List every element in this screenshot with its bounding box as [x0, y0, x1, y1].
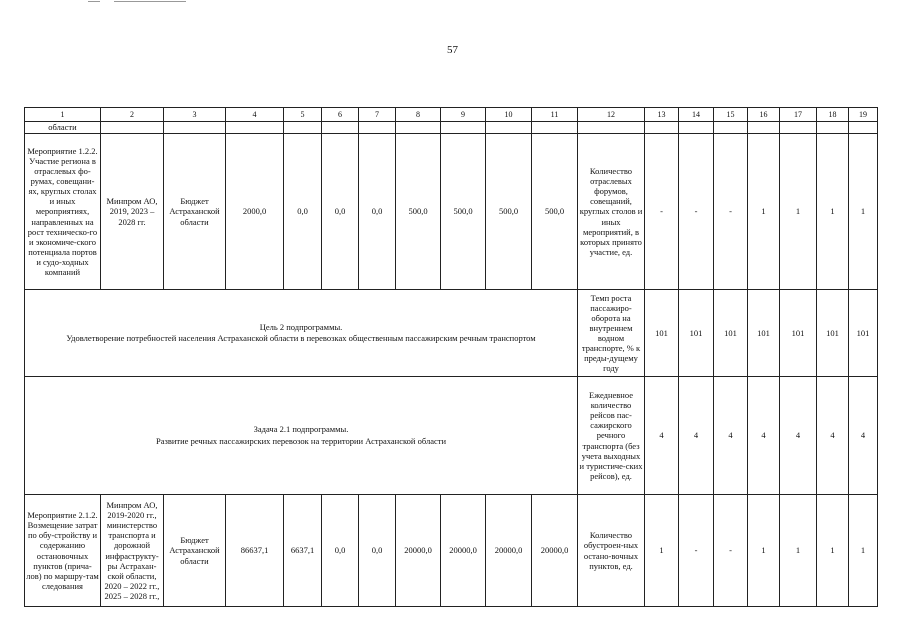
column-number: 2 [101, 108, 164, 122]
amount-cell: 500,0 [486, 134, 532, 290]
indicator-value-cell: 1 [748, 134, 780, 290]
amount-cell: 0,0 [359, 134, 396, 290]
task-row [25, 377, 878, 495]
amount-cell: 500,0 [441, 134, 486, 290]
column-number: 16 [748, 108, 780, 122]
column-number: 17 [780, 108, 817, 122]
column-number: 3 [164, 108, 226, 122]
indicator-value-cell: - [645, 134, 679, 290]
indicator-cell: Темп роста пассажиро-оборота на внутреннем водном транспорте, % к преды-дущему году [578, 290, 645, 377]
goal-title: Цель 2 подпрограммы. [259, 321, 343, 332]
indicator-value-cell: 101 [849, 290, 878, 377]
column-number-row [25, 108, 878, 122]
amount-cell: 20000,0 [486, 495, 532, 607]
amount-cell: 500,0 [532, 134, 578, 290]
goal-cell [25, 290, 578, 377]
indicator-value-cell: 101 [817, 290, 849, 377]
indicator-value-cell: 101 [780, 290, 817, 377]
continuation-row [25, 122, 878, 134]
indicator-value-cell: - [714, 495, 748, 607]
indicator-value-cell: 1 [780, 134, 817, 290]
indicator-value-cell: 1 [780, 495, 817, 607]
amount-cell: 0,0 [284, 134, 322, 290]
task-cell [25, 377, 578, 495]
column-number: 13 [645, 108, 679, 122]
goal-row [25, 290, 878, 377]
column-number: 1 [25, 108, 101, 122]
indicator-value-cell: 4 [817, 377, 849, 495]
column-number: 9 [441, 108, 486, 122]
indicator-value-cell: 1 [849, 134, 878, 290]
task-title: Задача 2.1 подпрограммы. [253, 424, 349, 435]
amount-cell: 86637,1 [226, 495, 284, 607]
indicator-value-cell: 4 [748, 377, 780, 495]
column-number: 8 [396, 108, 441, 122]
indicator-value-cell: 1 [645, 495, 679, 607]
indicator-value-cell: 101 [714, 290, 748, 377]
task-text: Развитие речных пассажирских перевозок на территории Астраханской области [155, 435, 447, 446]
indicator-cell: Ежедневное количество рейсов пас-сажирского речного транспорта (без учета выходных и туристиче-ских рейсов), ед. [578, 377, 645, 495]
amount-cell: 20000,0 [532, 495, 578, 607]
table-row [25, 495, 878, 607]
indicator-value-cell: 4 [714, 377, 748, 495]
column-number: 18 [817, 108, 849, 122]
amount-cell: 500,0 [396, 134, 441, 290]
indicator-value-cell: 101 [679, 290, 714, 377]
indicator-cell: Количество отраслевых форумов, совещаний, круглых столов и иных мероприятий, в которых принято участие, ед. [578, 134, 645, 290]
column-number: 12 [578, 108, 645, 122]
indicator-value-cell: 4 [679, 377, 714, 495]
amount-cell: 0,0 [322, 134, 359, 290]
indicator-value-cell: 4 [849, 377, 878, 495]
column-number: 7 [359, 108, 396, 122]
funding-source-cell: Бюджет Астраханской области [164, 495, 226, 607]
measure-cell: Мероприятие 1.2.2. Участие региона в отраслевых фо-румах, совещани-ях, круглых столах и иных мероприятиях, направленных на рост техническо-го и экономиче-ского потенциала портов и судо-ходных компаний [25, 134, 101, 290]
continuation-text: области [25, 122, 101, 134]
amount-cell: 20000,0 [396, 495, 441, 607]
amount-cell: 0,0 [359, 495, 396, 607]
scan-artifact [88, 1, 100, 2]
measure-cell: Мероприятие 2.1.2. Возмещение затрат по обу-стройству и содержанию остановочных пунктов (прича-лов) по маршру-там следования [25, 495, 101, 607]
indicator-value-cell: 101 [748, 290, 780, 377]
indicator-value-cell: 1 [817, 495, 849, 607]
program-measures-table [24, 107, 878, 607]
goal-text: Удовлетворение потребностей населения Астраханской области в перевозках общественным пассажирским речным транспортом [66, 333, 536, 343]
indicator-value-cell: 1 [748, 495, 780, 607]
table-row [25, 134, 878, 290]
amount-cell: 0,0 [322, 495, 359, 607]
indicator-value-cell: - [714, 134, 748, 290]
column-number: 10 [486, 108, 532, 122]
amount-cell: 2000,0 [226, 134, 284, 290]
indicator-value-cell: - [679, 134, 714, 290]
indicator-value-cell: 4 [645, 377, 679, 495]
scan-artifact [114, 1, 186, 2]
executor-cell: Минпром АО, 2019, 2023 – 2028 гг. [101, 134, 164, 290]
indicator-value-cell: - [679, 495, 714, 607]
indicator-value-cell: 1 [817, 134, 849, 290]
column-number: 11 [532, 108, 578, 122]
column-number: 5 [284, 108, 322, 122]
indicator-value-cell: 101 [645, 290, 679, 377]
amount-cell: 20000,0 [441, 495, 486, 607]
indicator-cell: Количество обустроен-ных остано-вочных пунктов, ед. [578, 495, 645, 607]
column-number: 19 [849, 108, 878, 122]
column-number: 6 [322, 108, 359, 122]
column-number: 15 [714, 108, 748, 122]
column-number: 4 [226, 108, 284, 122]
indicator-value-cell: 1 [849, 495, 878, 607]
indicator-value-cell: 4 [780, 377, 817, 495]
amount-cell: 6637,1 [284, 495, 322, 607]
column-number: 14 [679, 108, 714, 122]
page-number: 57 [447, 44, 458, 56]
executor-cell: Минпром АО, 2019-2020 гг., министерство транспорта и дорожной инфраструкту-ры Астрахан-ской области, 2020 – 2022 гг., 2025 – 2028 гг., [101, 495, 164, 607]
funding-source-cell: Бюджет Астраханской области [164, 134, 226, 290]
